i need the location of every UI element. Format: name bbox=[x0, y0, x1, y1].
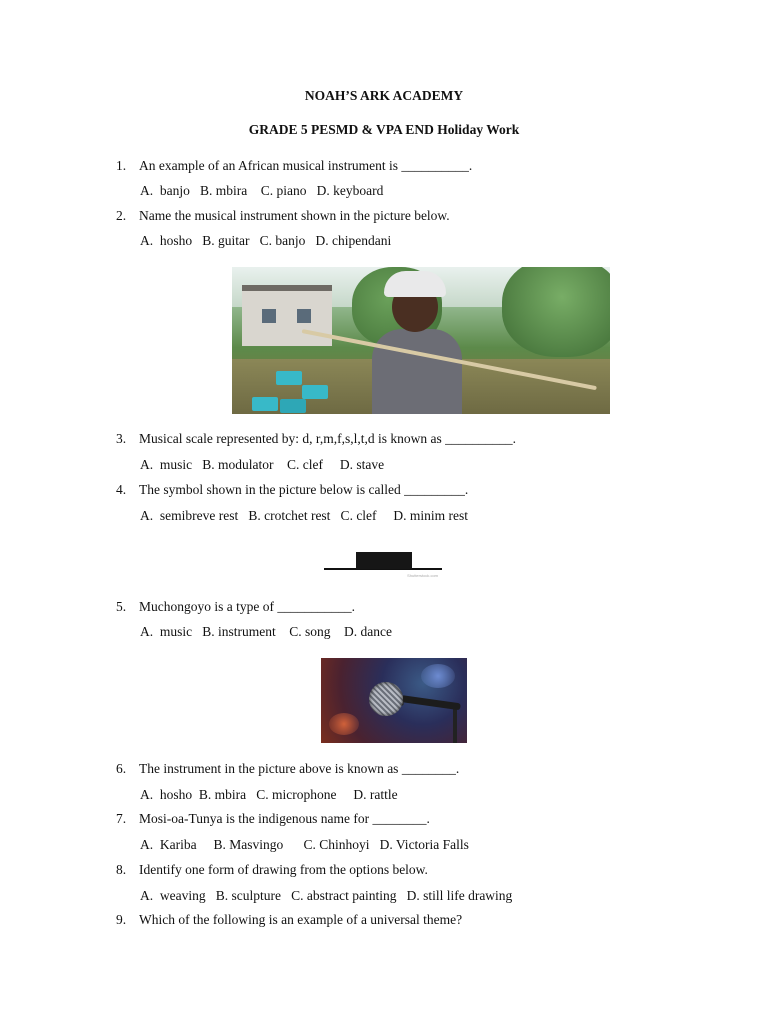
question-options: A. Kariba B. Masvingo C. Chinhoyi D. Victoria Falls bbox=[140, 837, 469, 852]
question-number: 7. bbox=[116, 811, 127, 826]
question-text: Muchongoyo is a type of ___________. bbox=[139, 599, 355, 614]
question-options: A. hosho B. mbira C. microphone D. rattle bbox=[140, 787, 398, 802]
question-text: Mosi-oa-Tunya is the indigenous name for ________. bbox=[139, 811, 430, 826]
rest-symbol-image bbox=[322, 540, 446, 582]
school-name: NOAH’S ARK ACADEMY bbox=[304, 88, 464, 103]
question-number: 9. bbox=[116, 912, 127, 927]
question-number: 4. bbox=[116, 482, 127, 497]
question-number: 1. bbox=[116, 158, 127, 173]
question-number: 6. bbox=[116, 761, 127, 776]
question-options: A. music B. modulator C. clef D. stave bbox=[140, 457, 385, 472]
question-text: Identify one form of drawing from the options below. bbox=[139, 862, 428, 877]
question-number: 2. bbox=[116, 208, 127, 223]
question-number: 8. bbox=[116, 862, 127, 877]
question-options: A. banjo B. mbira C. piano D. keyboard bbox=[140, 183, 384, 198]
question-text: Name the musical instrument shown in the picture below. bbox=[139, 208, 450, 223]
question-text: Musical scale represented by: d, r,m,f,s,l,t,d is known as __________. bbox=[139, 431, 517, 446]
worksheet-title: GRADE 5 PESMD & VPA END Holiday Work bbox=[248, 122, 520, 137]
question-text: The symbol shown in the picture below is called _________. bbox=[139, 482, 469, 497]
question-options: A. semibreve rest B. crotchet rest C. clef D. minim rest bbox=[140, 508, 469, 523]
image-credit: Shutterstock.com bbox=[407, 573, 438, 578]
question-text: An example of an African musical instrument is __________. bbox=[139, 158, 473, 173]
question-options: A. music B. instrument C. song D. dance bbox=[140, 624, 392, 639]
question-number: 3. bbox=[116, 431, 127, 446]
question-text: Which of the following is an example of a universal theme? bbox=[139, 912, 463, 927]
question-text: The instrument in the picture above is known as ________. bbox=[139, 761, 460, 776]
bow-instrument-photo bbox=[232, 267, 610, 414]
question-options: A. weaving B. sculpture C. abstract painting D. still life drawing bbox=[140, 888, 513, 903]
microphone-photo bbox=[321, 658, 467, 743]
question-number: 5. bbox=[116, 599, 127, 614]
question-options: A. hosho B. guitar C. banjo D. chipendani bbox=[140, 233, 392, 248]
